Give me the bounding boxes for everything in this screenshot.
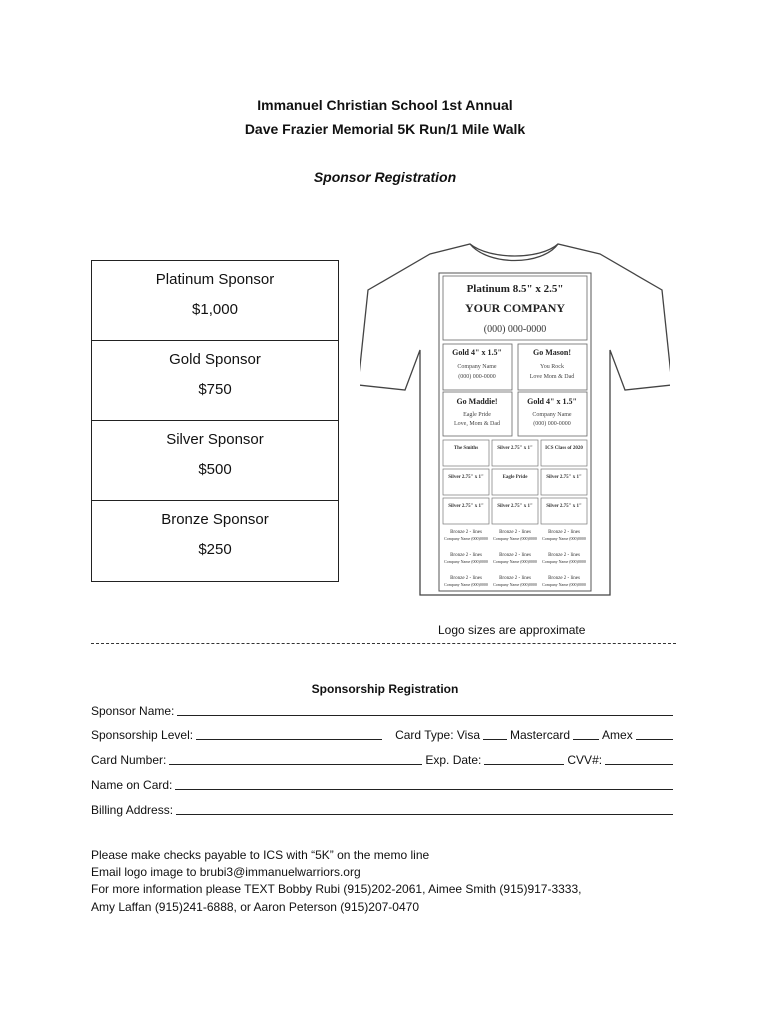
level-name: Platinum Sponsor (155, 271, 275, 288)
exp-date-field[interactable] (484, 753, 564, 765)
platinum-box-company: YOUR COMPANY (464, 301, 566, 315)
sponsorship-level-label: Sponsorship Level: (91, 728, 194, 742)
amex-label: Amex (602, 728, 633, 742)
bronze-box-label: Bronze 2 - lines (499, 576, 531, 581)
level-amount: $1,000 (192, 301, 238, 318)
level-amount: $500 (198, 461, 232, 478)
bronze-box-label: Bronze 2 - lines (450, 530, 482, 535)
visa-field[interactable] (483, 728, 507, 740)
level-name: Gold Sponsor (169, 351, 261, 368)
mastercard-label: Mastercard (510, 728, 571, 742)
bronze-box-sub: Company Name (000)0000 (444, 536, 488, 541)
level-silver (92, 421, 338, 501)
level-cardtype-row (91, 728, 676, 742)
bronze-box-label: Bronze 2 - lines (548, 530, 580, 535)
silver-box (492, 469, 538, 495)
sponsor-levels-table (91, 260, 339, 582)
silver-box (492, 498, 538, 524)
level-bronze (92, 501, 338, 582)
silver-grid (443, 440, 587, 524)
bronze-grid (444, 530, 586, 587)
cvv-label: CVV#: (567, 753, 603, 767)
silver-box (443, 440, 489, 466)
bronze-box-label: Bronze 2 - lines (450, 553, 482, 558)
gold-box-1-title: Gold 4" x 1.5" (452, 348, 502, 357)
level-gold (92, 341, 338, 421)
bronze-box-sub: Company Name (000)0000 (493, 536, 537, 541)
platinum-box-phone: (000) 000-0000 (483, 324, 547, 335)
bronze-box-sub: Company Name (000)0000 (493, 559, 537, 564)
sponsor-name-row (91, 704, 676, 718)
card-number-label: Card Number: (91, 753, 167, 767)
platinum-box-title: Platinum 8.5" x 2.5" (466, 283, 564, 295)
sponsor-name-label: Sponsor Name: (91, 704, 175, 718)
gold-box-1-sub: Company Name (457, 364, 497, 370)
bronze-box-label: Bronze 2 - lines (450, 576, 482, 581)
level-name: Silver Sponsor (166, 431, 264, 448)
mastercard-field[interactable] (573, 728, 599, 740)
silver-box-label: Silver 2.75" x 1" (497, 504, 533, 509)
bronze-box-label: Bronze 2 - lines (499, 553, 531, 558)
bronze-box-sub: Company Name (000)0000 (444, 582, 488, 587)
level-platinum (92, 261, 338, 341)
card-type-label: Card Type: Visa (395, 728, 481, 742)
silver-box-label: The Smiths (453, 446, 479, 451)
bronze-box-sub: Company Name (000)0000 (542, 536, 586, 541)
form-title: Sponsorship Registration (311, 682, 459, 696)
gold-box-2-sub: You Rock (540, 364, 564, 370)
gold-box-4-phone: (000) 000-0000 (533, 421, 571, 427)
bronze-box-sub: Company Name (000)0000 (542, 559, 586, 564)
silver-box-label: ICS Class of 2020 (545, 446, 583, 451)
contact-info-line2: Amy Laffan (915)241-6888, or Aaron Peterson (915)207-0470 (91, 900, 419, 914)
level-name: Bronze Sponsor (161, 511, 269, 528)
silver-box (541, 498, 587, 524)
logo-size-note: Logo sizes are approximate (438, 623, 586, 637)
card-number-field[interactable] (169, 753, 422, 765)
gold-box-2-title: Go Mason! (533, 348, 571, 357)
cut-line-divider (91, 643, 676, 644)
bronze-box-sub: Company Name (000)0000 (444, 559, 488, 564)
exp-date-label: Exp. Date: (425, 753, 482, 767)
billing-address-row (91, 803, 676, 817)
card-number-row (91, 753, 676, 767)
silver-box (443, 469, 489, 495)
gold-box-3-sub: Eagle Pride (463, 412, 491, 418)
silver-box-label: Silver 2.75" x 1" (448, 475, 484, 480)
checks-payable-note: Please make checks payable to ICS with “5K” on the memo line (91, 848, 430, 862)
bronze-box-sub: Company Name (000)0000 (542, 582, 586, 587)
level-amount: $750 (198, 381, 232, 398)
name-on-card-field[interactable] (175, 778, 673, 790)
bronze-box-label: Bronze 2 - lines (548, 553, 580, 558)
gold-box-2-sub2: Love Mom & Dad (529, 374, 575, 380)
gold-box-1-phone: (000) 000-0000 (458, 374, 496, 380)
name-on-card-row (91, 778, 676, 792)
bronze-box-sub: Company Name (000)0000 (493, 582, 537, 587)
event-title-line2: Dave Frazier Memorial 5K Run/1 Mile Walk (244, 121, 526, 137)
silver-box-label: Silver 2.75" x 1" (497, 446, 533, 451)
level-amount: $250 (198, 541, 232, 558)
silver-box-label: Silver 2.75" x 1" (448, 504, 484, 509)
silver-box-label: Silver 2.75" x 1" (546, 504, 582, 509)
bronze-box-label: Bronze 2 - lines (499, 530, 531, 535)
name-on-card-label: Name on Card: (91, 778, 173, 792)
cvv-field[interactable] (605, 753, 673, 765)
gold-box-4-title: Gold 4" x 1.5" (527, 397, 577, 406)
silver-box (492, 440, 538, 466)
contact-info-line1: For more information please TEXT Bobby Rubi (915)202-2061, Aimee Smith (915)917-3333, (91, 882, 582, 896)
event-title-line1: Immanuel Christian School 1st Annual (257, 97, 513, 113)
billing-address-label: Billing Address: (91, 803, 174, 817)
silver-box (443, 498, 489, 524)
amex-field[interactable] (636, 728, 673, 740)
sponsorship-level-field[interactable] (196, 728, 382, 740)
tshirt-diagram (360, 240, 670, 600)
billing-address-field[interactable] (176, 803, 673, 815)
silver-box (541, 469, 587, 495)
gold-box-3-title: Go Maddie! (456, 397, 498, 406)
gold-box-3-sub2: Love, Mom & Dad (454, 421, 500, 427)
gold-box-4-sub: Company Name (532, 412, 572, 418)
bronze-box-label: Bronze 2 - lines (548, 576, 580, 581)
silver-box (541, 440, 587, 466)
sponsor-name-field[interactable] (177, 704, 673, 716)
silver-box-label: Silver 2.75" x 1" (546, 475, 582, 480)
email-logo-note: Email logo image to brubi3@immanuelwarriors.org (91, 865, 361, 879)
page-subtitle: Sponsor Registration (313, 169, 457, 185)
silver-box-label: Eagle Pride (502, 475, 528, 480)
